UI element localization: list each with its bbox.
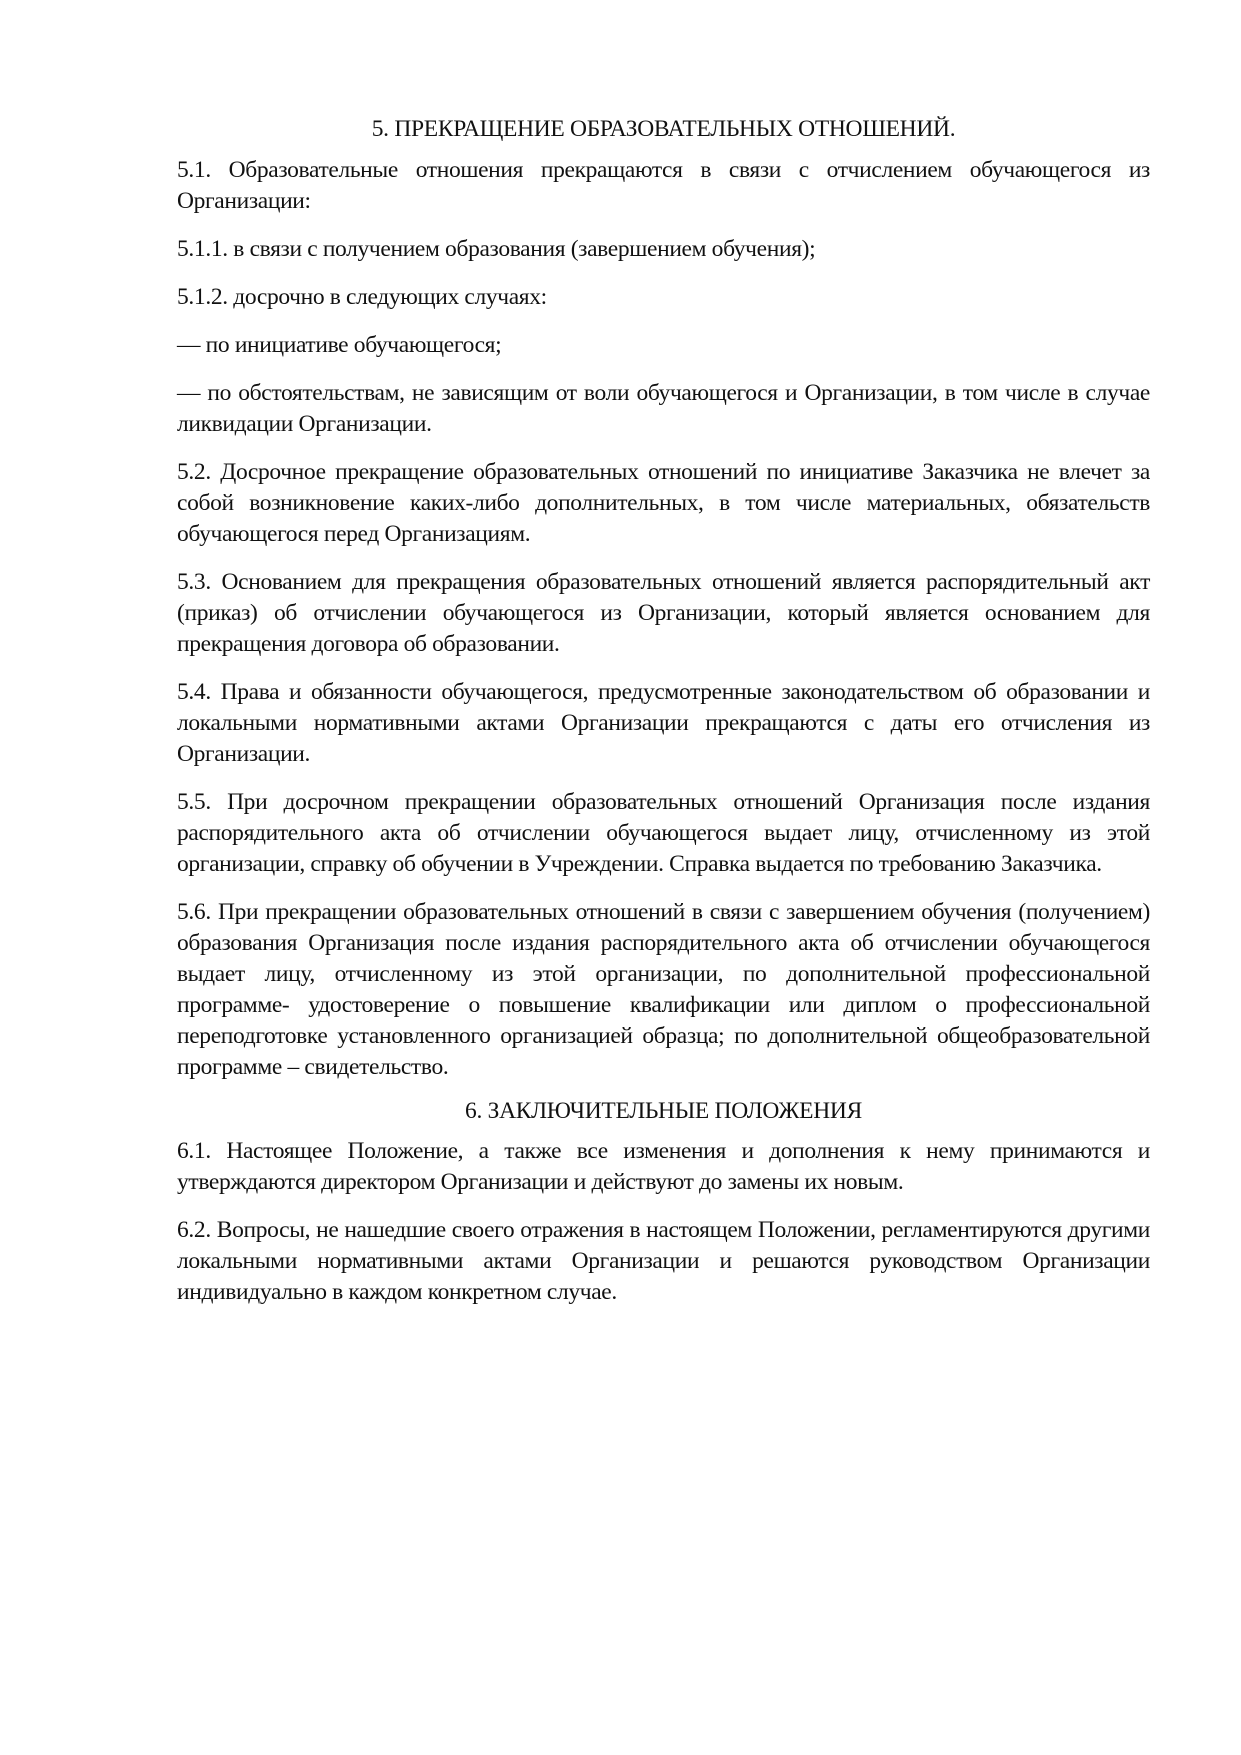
section-heading-6: 6. ЗАКЛЮЧИТЕЛЬНЫЕ ПОЛОЖЕНИЯ: [465, 1098, 862, 1124]
paragraph-5-3: 5.3. Основанием для прекращения образовательных отношений является распорядительный акт (приказ) об отчислении обучающегося из Организации, который является основанием для прекращения договора об образовании.: [177, 569, 1150, 657]
list-item-circumstances: — по обстоятельствам, не зависящим от воли обучающегося и Организации, в том числе в случае ликвидации Организации.: [177, 380, 1150, 437]
paragraph-5-2: 5.2. Досрочное прекращение образовательных отношений по инициативе Заказчика не влечет за собой возникновение каких-либо дополнительных, в том числе материальных, обязательств обучающегося перед Организациям.: [177, 459, 1150, 547]
paragraph-5-1: 5.1. Образовательные отношения прекращаются в связи с отчислением обучающегося из Организации:: [177, 157, 1150, 214]
paragraph-6-2: 6.2. Вопросы, не нашедшие своего отражения в настоящем Положении, регламентируются другими локальными нормативными актами Организации и решаются руководством Организации индивидуально в каждом конкретном случае.: [177, 1217, 1150, 1305]
paragraph-5-6: 5.6. При прекращении образовательных отношений в связи с завершением обучения (получением) образования Организация после издания распорядительного акта об отчислении обучающегося выдает лицу, отчисленному из этой организации, по дополнительной профессиональной программе- удостоверение о повышение квалификации или диплом о профессиональной переподготовке установленного организацией образца; по дополнительной общеобразовательной программе – свидетельство.: [177, 899, 1150, 1080]
paragraph-5-4: 5.4. Права и обязанности обучающегося, предусмотренные законодательством об образовании и локальными нормативными актами Организации прекращаются с даты его отчисления из Организации.: [177, 679, 1150, 767]
paragraph-5-1-1: 5.1.1. в связи с получением образования (завершением обучения);: [177, 236, 816, 262]
paragraph-5-5: 5.5. При досрочном прекращении образовательных отношений Организация после издания распорядительного акта об отчислении обучающегося выдает лицу, отчисленному из этой организации, справку об обучении в Учреждении. Справка выдается по требованию Заказчика.: [177, 789, 1150, 877]
document-page: [177, 114, 1150, 1325]
paragraph-5-1-2: 5.1.2. досрочно в следующих случаях:: [177, 284, 547, 310]
paragraph-6-1: 6.1. Настоящее Положение, а также все изменения и дополнения к нему принимаются и утверждаются директором Организации и действуют до замены их новым.: [177, 1138, 1150, 1195]
section-heading-5: 5. ПРЕКРАЩЕНИЕ ОБРАЗОВАТЕЛЬНЫХ ОТНОШЕНИЙ.: [371, 116, 956, 142]
list-item-initiative: — по инициативе обучающегося;: [177, 332, 502, 358]
